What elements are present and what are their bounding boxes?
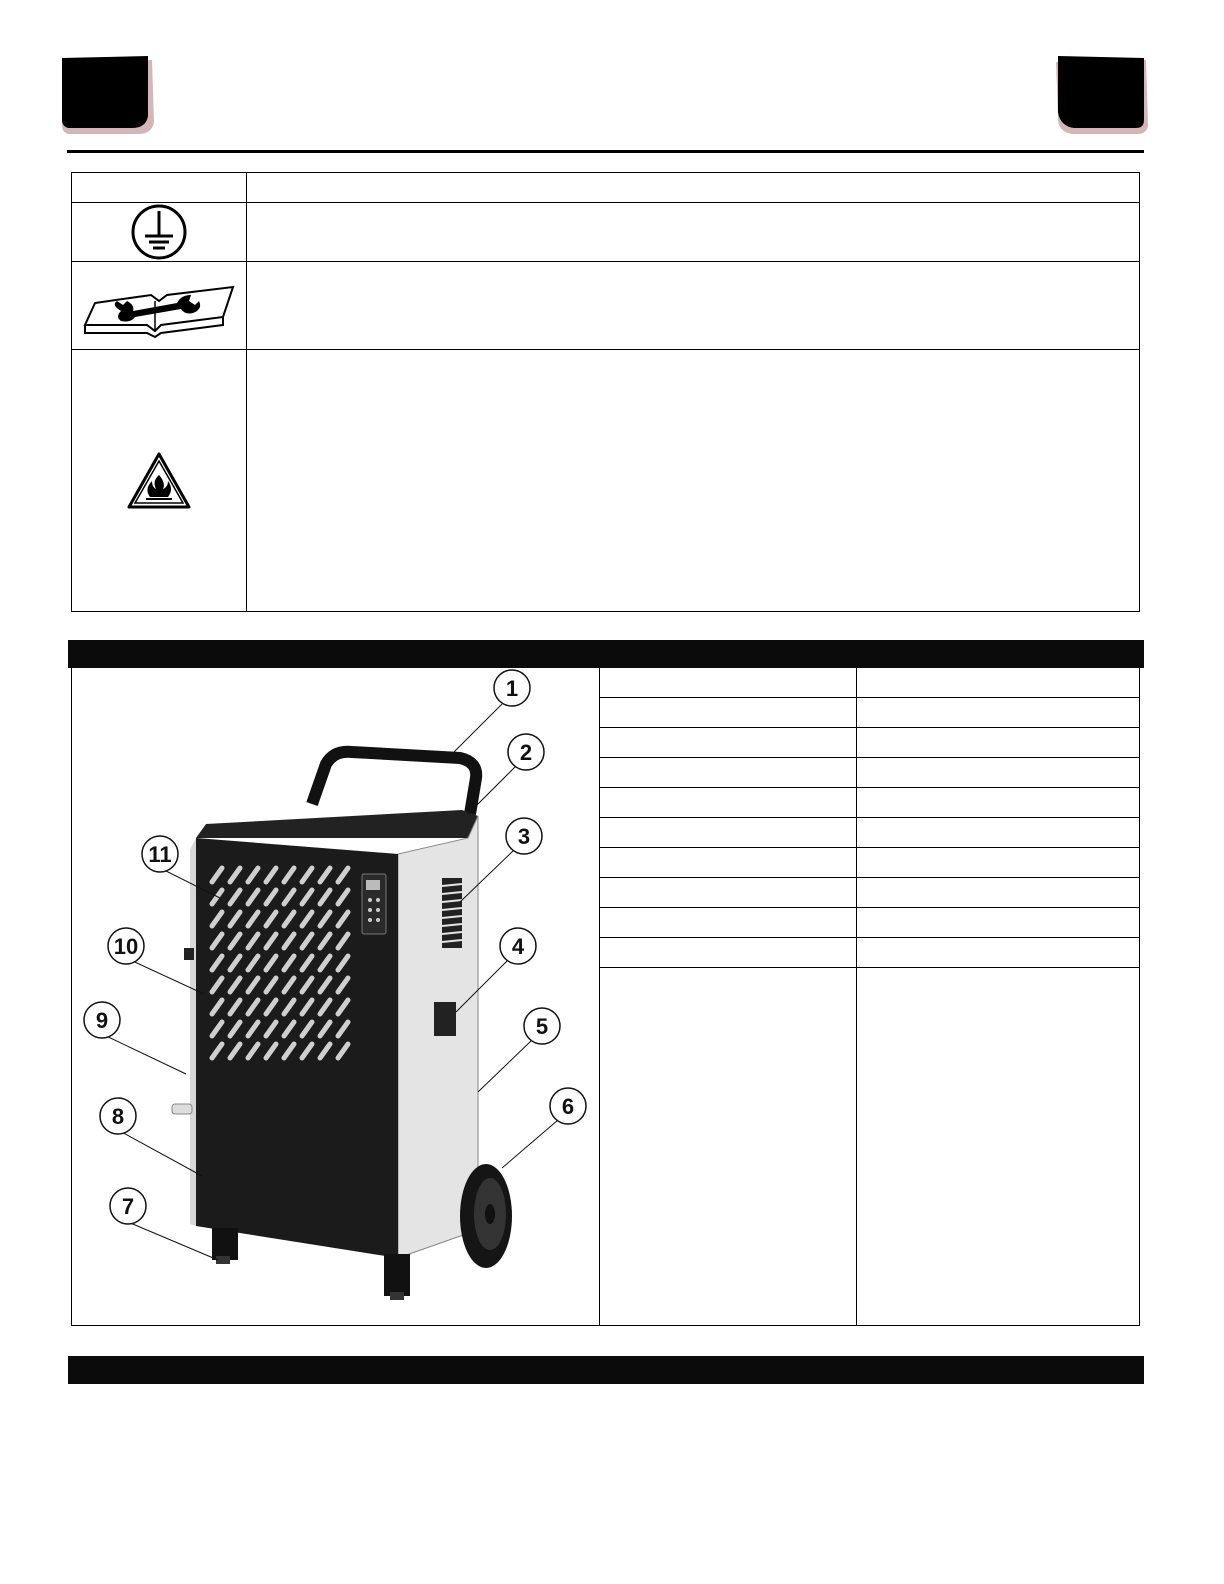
callout-10: 10 <box>113 934 139 959</box>
callout-7: 7 <box>121 1194 135 1219</box>
black-tab-icon <box>58 52 154 136</box>
symbol-description <box>247 203 1140 262</box>
black-tab-icon <box>1054 52 1150 136</box>
symbol-cell <box>72 203 247 262</box>
part-description <box>857 968 1141 1326</box>
symbol-description <box>247 350 1140 612</box>
table-row <box>72 350 1140 612</box>
table-row <box>599 758 1140 788</box>
callout-11: 11 <box>148 842 172 867</box>
table-row <box>599 848 1140 878</box>
product-panel <box>71 668 1140 1326</box>
part-name <box>599 968 857 1326</box>
table-row <box>599 908 1140 938</box>
part-name <box>599 848 857 878</box>
part-description <box>857 728 1141 758</box>
symbol-cell <box>72 262 247 350</box>
section-header-bar <box>68 640 1144 668</box>
table-row <box>599 818 1140 848</box>
left-corner-tab <box>58 52 154 136</box>
symbols-table <box>71 172 1140 612</box>
callout-9: 9 <box>95 1008 109 1033</box>
table-row <box>599 698 1140 728</box>
flammable-warning-icon <box>126 451 192 511</box>
header-rule <box>67 150 1144 153</box>
table-row <box>599 668 1140 698</box>
part-description <box>857 758 1141 788</box>
section-header-bar <box>68 1356 1144 1384</box>
part-name <box>599 698 857 728</box>
parts-table <box>599 668 1140 1325</box>
dehumidifier-icon <box>72 668 599 1325</box>
product-diagram <box>72 668 600 1325</box>
callout-5: 5 <box>535 1014 549 1039</box>
table-header-row <box>72 173 1140 203</box>
table-row <box>599 938 1140 968</box>
part-description <box>857 818 1141 848</box>
part-name <box>599 668 857 698</box>
part-description <box>857 698 1141 728</box>
callout-6: 6 <box>561 1094 575 1119</box>
part-name <box>599 908 857 938</box>
part-description <box>857 938 1141 968</box>
table-row <box>599 878 1140 908</box>
table-row <box>72 203 1140 262</box>
table-row <box>599 968 1140 1326</box>
callout-2: 2 <box>519 740 533 765</box>
part-name <box>599 878 857 908</box>
callout-3: 3 <box>517 824 531 849</box>
table-row <box>72 262 1140 350</box>
protective-earth-icon <box>130 203 188 261</box>
description-header <box>247 173 1140 203</box>
part-name <box>599 758 857 788</box>
part-description <box>857 668 1141 698</box>
part-name <box>599 818 857 848</box>
part-description <box>857 908 1141 938</box>
callout-1: 1 <box>505 676 519 701</box>
part-description <box>857 878 1141 908</box>
part-description <box>857 788 1141 818</box>
table-row <box>599 788 1140 818</box>
part-description <box>857 848 1141 878</box>
symbol-cell <box>72 350 247 612</box>
symbol-description <box>247 262 1140 350</box>
part-name <box>599 788 857 818</box>
symbol-header <box>72 173 247 203</box>
callout-8: 8 <box>111 1104 125 1129</box>
callout-4: 4 <box>511 934 525 959</box>
table-row <box>599 728 1140 758</box>
service-manual-wrench-icon <box>81 273 237 339</box>
part-name <box>599 938 857 968</box>
part-name <box>599 728 857 758</box>
right-corner-tab <box>1054 52 1150 136</box>
